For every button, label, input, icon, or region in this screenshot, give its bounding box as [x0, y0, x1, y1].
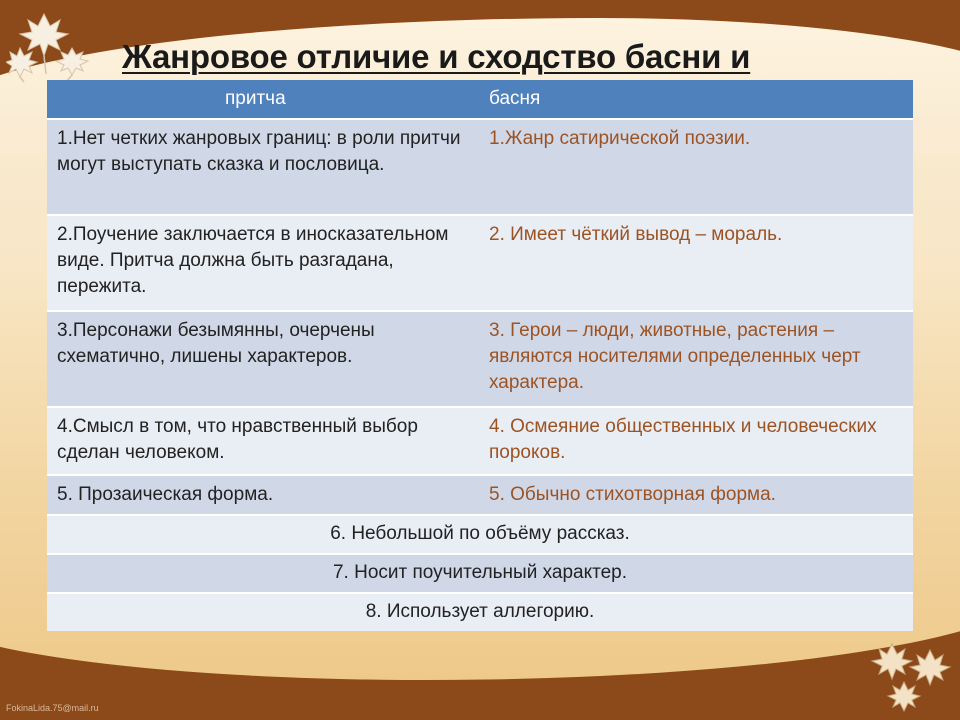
column-header-basnya: басня: [479, 80, 913, 119]
table-row: [47, 311, 913, 407]
cell-shared: 8. Использует аллегорию.: [47, 593, 913, 631]
cell-shared: 7. Носит поучительный характер.: [47, 554, 913, 593]
cell-basnya: 3. Герои – люди, животные, растения – являются носителями определенных черт характера.: [479, 311, 913, 407]
maple-leaves-icon: [6, 4, 96, 84]
cell-basnya: 4. Осмеяние общественных и человеческих пороков.: [479, 407, 913, 475]
table-row: [47, 407, 913, 475]
table-row-shared: [47, 515, 913, 554]
comparison-table: [47, 80, 913, 631]
cell-shared: 6. Небольшой по объёму рассказ.: [47, 515, 913, 554]
table-row-shared: [47, 554, 913, 593]
cell-basnya: 5. Обычно стихотворная форма.: [479, 475, 913, 515]
page-title: Жанровое отличие и сходство басни и: [122, 38, 751, 75]
cell-pritcha: 4.Смысл в том, что нравственный выбор сделан человеком.: [47, 407, 479, 475]
cell-pritcha: 1.Нет четких жанровых границ: в роли притчи могут выступать сказка и пословица.: [47, 119, 479, 215]
cell-basnya: 1.Жанр сатирической поэзии.: [479, 119, 913, 215]
maple-leaves-icon: [870, 636, 956, 716]
table-row: [47, 215, 913, 311]
table-row: [47, 119, 913, 215]
footer-email: FokinaLida.75@mail.ru: [6, 703, 99, 713]
table-row: [47, 475, 913, 515]
cell-pritcha: 5. Прозаическая форма.: [47, 475, 479, 515]
cell-pritcha: 2.Поучение заключается в иносказательном виде. Притча должна быть разгадана, пережита.: [47, 215, 479, 311]
column-header-pritcha: притча: [47, 80, 479, 119]
cell-pritcha: 3.Персонажи безымянны, очерчены схематично, лишены характеров.: [47, 311, 479, 407]
cell-basnya: 2. Имеет чёткий вывод – мораль.: [479, 215, 913, 311]
table-header-row: [47, 80, 913, 119]
table-row-shared: [47, 593, 913, 631]
